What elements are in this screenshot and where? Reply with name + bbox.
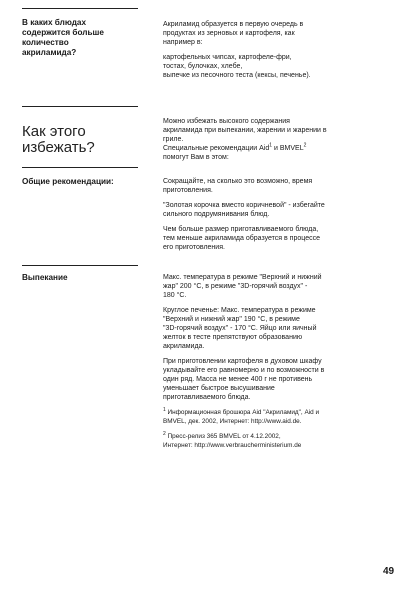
section-rule [22, 8, 138, 9]
footnote-ref: 2 [303, 142, 307, 149]
avoid-heading: Как этого избежать? [22, 123, 95, 156]
footnote-1: $^1$ Информационная брошюра Aid "Акриламид", Aid и BMVEL, дек. 2002, Интернет: http://www.aid.de. [163, 406, 320, 425]
footnote-ref: 1 [269, 142, 273, 149]
baking-label: Выпекание [22, 273, 68, 282]
section-rule [22, 167, 138, 168]
baking-text: Макс. температура в режиме "Верхний и нижний жар" 200 °C, в режиме "3D-горячий воздух" - 180 °C. Круглое печенье: Макс. температура в режиме "Верхний и нижний жар" 190 °C, в режиме "3D-горячий воздух" - 170 °C. Яйцо или яичный желток в тесте препятствуют образованию акриламида. При приготовлении картофеля в духовом шкафу укладывайте его равномерно и по возможности в один ряд. Масса не менее 400 г не противень уменьшает быстрое высушивание приготавливаемого блюда. $^1$ Информационная брошюра Aid "Акриламид", Aid и BMVEL, дек. 2002, Интернет: http://www.aid.de. $^2$ Пресс-релиз 365 BMVEL от 4.12.2002, Интернет: http://www.verbraucherministerium.de [163, 273, 397, 456]
question-heading-dishes: В каких блюдах содержится больше количество акриламида? [22, 18, 104, 57]
section-rule [22, 265, 138, 266]
avoid-text [163, 117, 397, 168]
dishes-list: картофельных чипсах, картофеле-фри, тостах, булочках, хлебе, выпечке из песочного теста (кексы, печенье). [163, 54, 311, 79]
footnote-2: $^2$ Пресс-релиз 365 BMVEL от 4.12.2002, Интернет: http://www.verbraucherministerium.de [163, 430, 302, 449]
dishes-text [163, 20, 397, 86]
dishes-intro: Акриламид образуется в первую очередь в продуктах из зерновых и картофеля, как например в: [163, 21, 304, 46]
section-rule [22, 106, 138, 107]
avoid-paragraph: Можно избежать высокого содержания акриламида при выпекании, жарении и жарении в гриле. [163, 118, 327, 143]
general-label: Общие рекомендации: [22, 177, 114, 186]
general-text: Сокращайте, на сколько это возможно, время приготовления. "Золотая корочка вместо коричневой" - избегайте сильного подрумянивания блюд. Чем больше размер приготавливаемого блюда, тем меньше акриламида образуется в процессе его приготовления. [163, 178, 325, 251]
recommendations-sources: Специальные рекомендации Aid$^1$ и BMVEL$^2$ помогут Вам в этом: [163, 142, 307, 161]
page-number: 49 [383, 566, 395, 577]
